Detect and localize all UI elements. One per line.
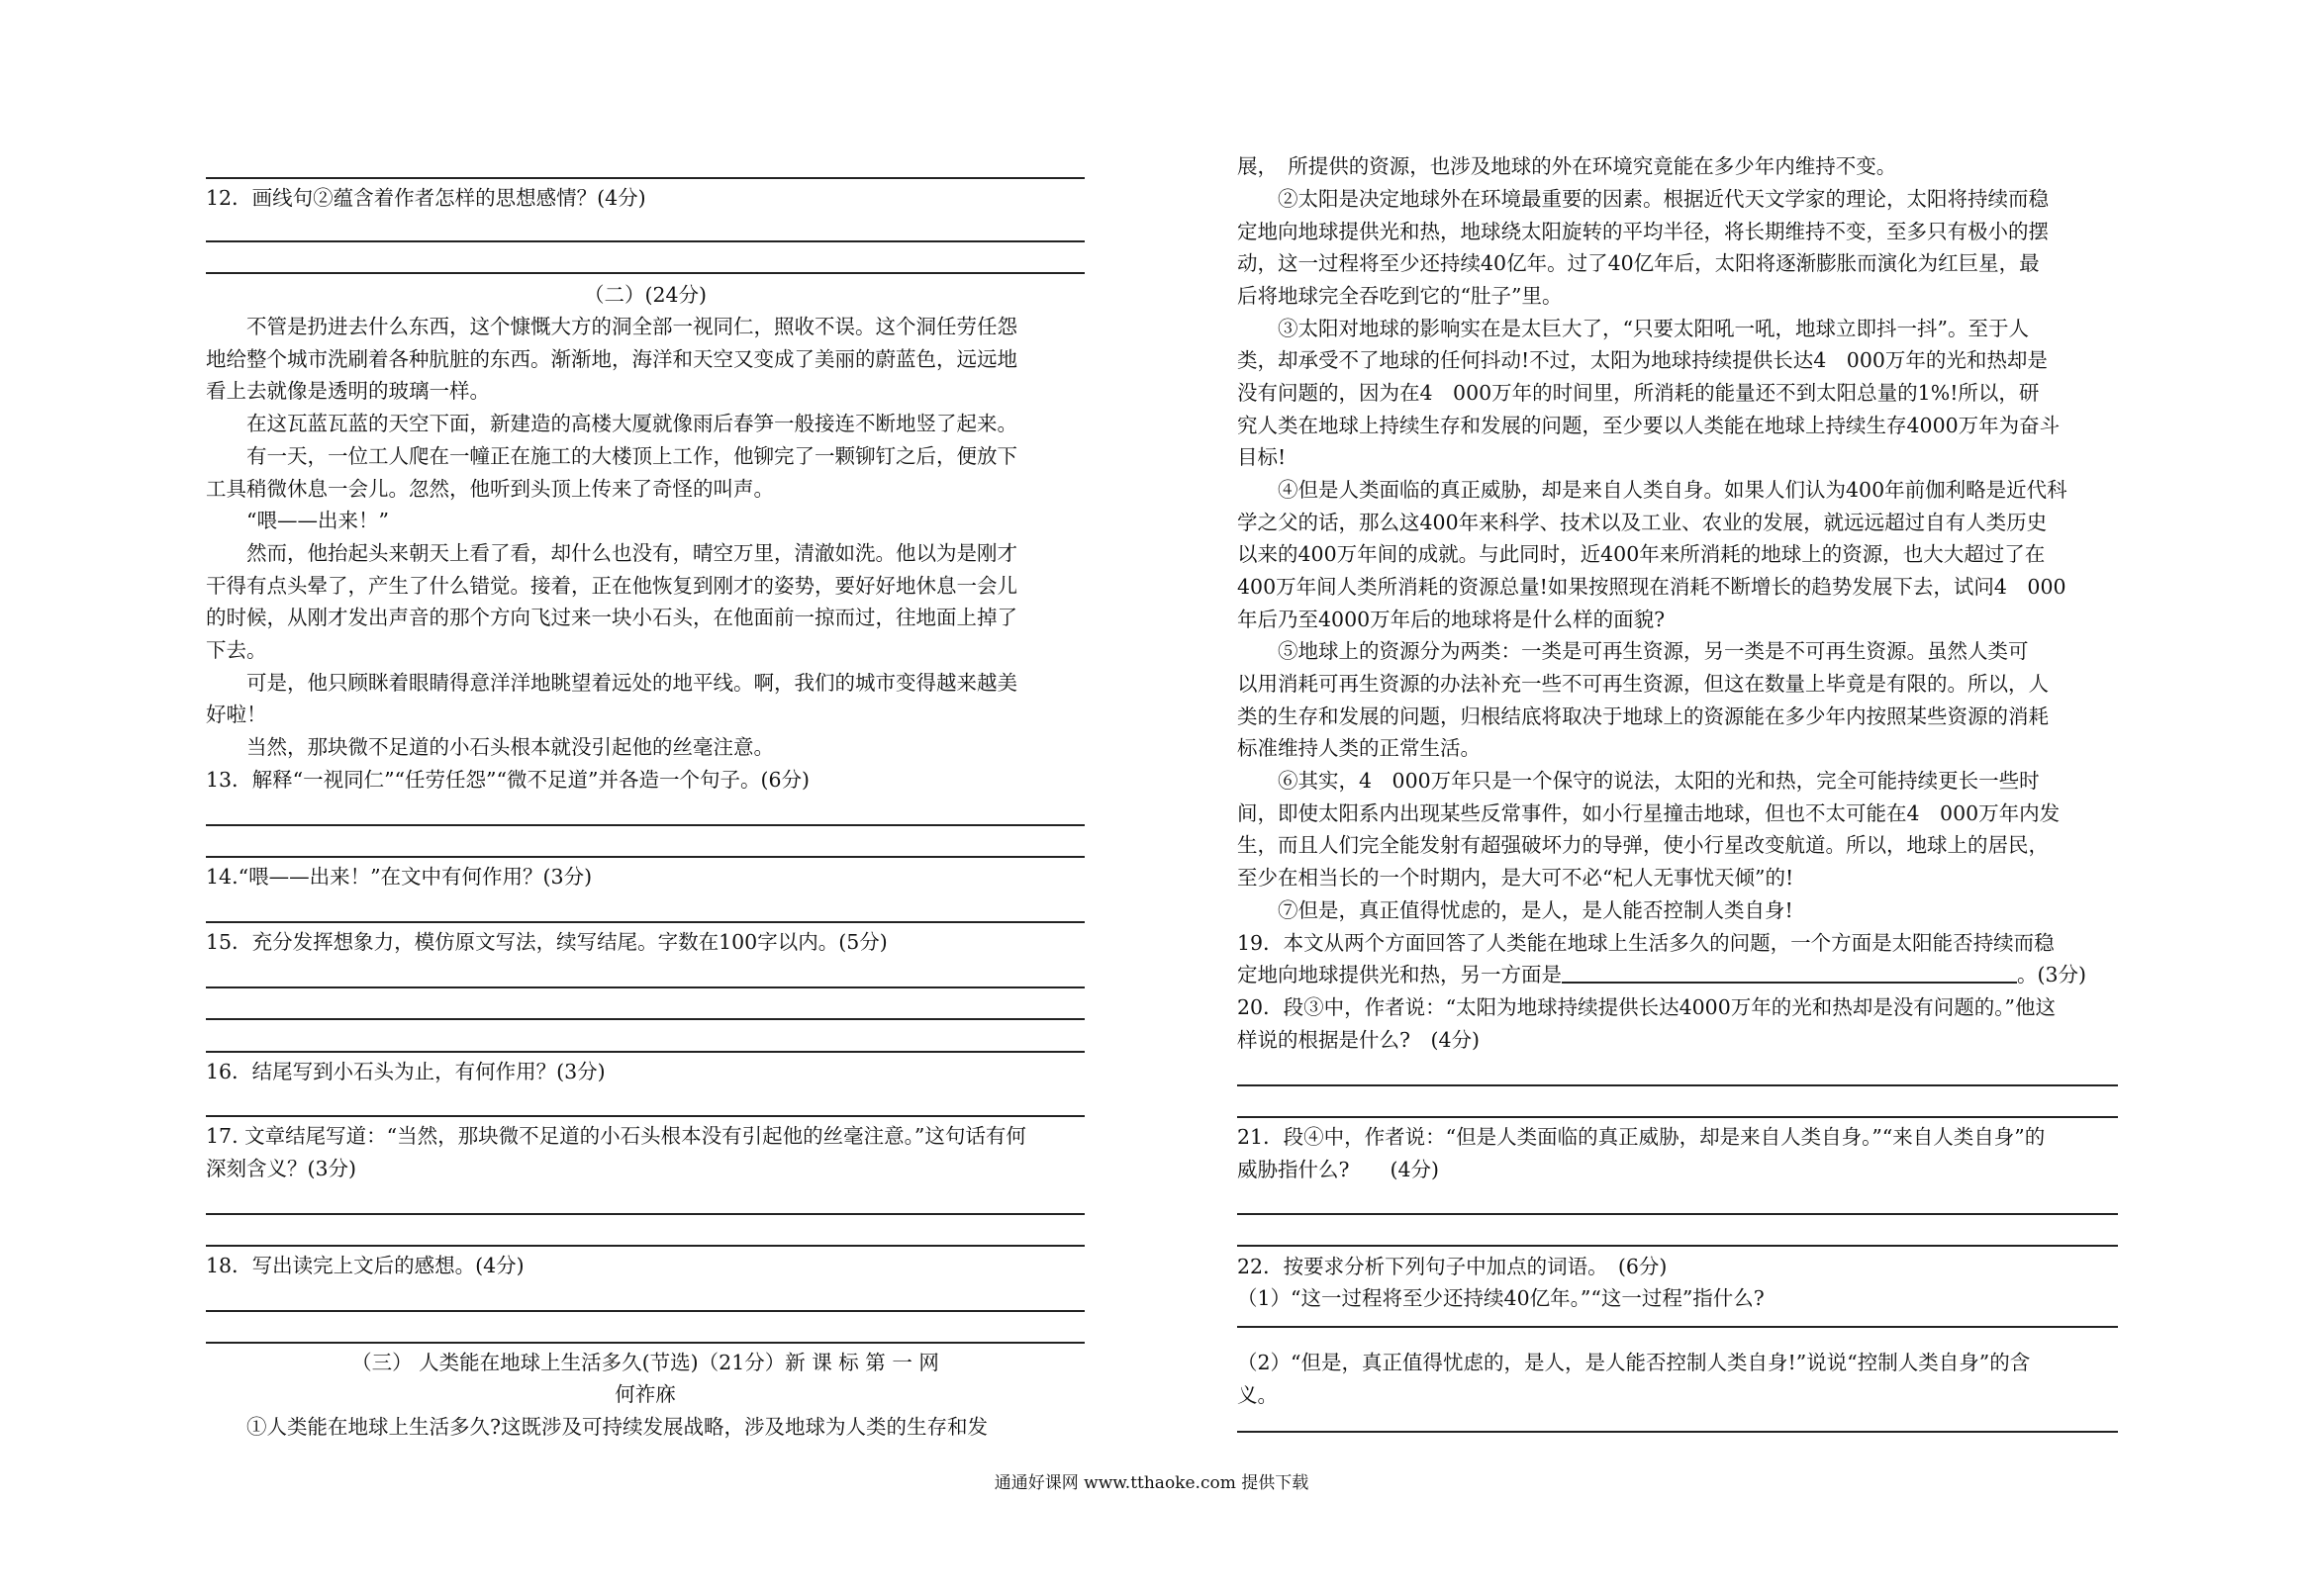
passage-line: 以来的400万年间的成就。与此同时，近400年来所消耗的地球上的资源，也大大超过了在 bbox=[1237, 542, 2046, 566]
story-line: 有一天，一位工人爬在一幢正在施工的大楼顶上工作，他铆完了一颗铆钉之后，便放下 bbox=[206, 444, 1017, 468]
story-line: 当然，那块微不足道的小石头根本就没引起他的丝毫注意。 bbox=[206, 735, 774, 759]
section-3-author: 何祚庥 bbox=[615, 1382, 676, 1406]
question-12: 12．画线句②蕴含着作者怎样的思想感情？(4分) bbox=[206, 186, 646, 210]
answer-line bbox=[206, 1213, 1085, 1215]
passage-line: ⑤地球上的资源分为两类：一类是可再生资源，另一类是不可再生资源。虽然人类可 bbox=[1237, 639, 2029, 663]
question-17-line: 17. 文章结尾写道：“当然，那块微不足道的小石头根本没有引起他的丝毫注意。”这句话有何 bbox=[206, 1124, 1026, 1148]
answer-line bbox=[206, 1051, 1085, 1053]
question-22-2-line: 义。 bbox=[1237, 1383, 1278, 1407]
question-15: 15．充分发挥想象力，模仿原文写法，续写结尾。字数在100字以内。(5分) bbox=[206, 930, 888, 954]
question-22: 22．按要求分析下列句子中加点的词语。 (6分) bbox=[1237, 1255, 1668, 1278]
question-13: 13．解释“一视同仁”“任劳任怨”“微不足道”并各造一个句子。(6分) bbox=[206, 768, 811, 792]
passage-line: 类，却承受不了地球的任何抖动!不过，太阳为地球持续提供长达4 000万年的光和热却是 bbox=[1237, 348, 2048, 372]
story-line: 工具稍微休息一会儿。忽然，他听到头顶上传来了奇怪的叫声。 bbox=[206, 477, 774, 501]
answer-line bbox=[206, 1115, 1085, 1117]
passage-line: 目标! bbox=[1237, 445, 1287, 469]
answer-line bbox=[206, 921, 1085, 923]
question-21-line: 21．段④中，作者说：“但是人类面临的真正威胁，却是来自人类自身。”“来自人类自身”的 bbox=[1237, 1125, 2046, 1149]
story-line: 可是，他只顾眯着眼睛得意洋洋地眺望着远处的地平线。啊，我们的城市变得越来越美 bbox=[206, 671, 1017, 695]
story-line: 的时候，从刚才发出声音的那个方向飞过来一块小石头，在他面前一掠而过，往地面上掉了 bbox=[206, 606, 1017, 629]
passage-line: 后将地球完全吞吃到它的“肚子”里。 bbox=[1237, 284, 1563, 308]
passage-line: 间，即使太阳系内出现某些反常事件，如小行星撞击地球，但也不太可能在4 000万年内发 bbox=[1237, 801, 2061, 825]
question-14: 14.“喂——出来！”在文中有何作用？(3分) bbox=[206, 865, 593, 889]
question-19-text: 定地向地球提供光和热，另一方面是 bbox=[1237, 963, 1562, 986]
answer-line bbox=[206, 1245, 1085, 1247]
story-line: 下去。 bbox=[206, 638, 267, 662]
passage-line: 究人类在地球上持续生存和发展的问题，至少要以人类能在地球上持续生存4000万年为奋斗 bbox=[1237, 414, 2061, 437]
question-16: 16．结尾写到小石头为止，有何作用？(3分) bbox=[206, 1060, 606, 1083]
answer-line bbox=[206, 986, 1085, 988]
passage-line: ③太阳对地球的影响实在是太巨大了，“只要太阳吼一吼，地球立即抖一抖”。至于人 bbox=[1237, 317, 2029, 340]
answer-line bbox=[206, 177, 1085, 179]
answer-line bbox=[206, 824, 1085, 826]
story-line: 好啦！ bbox=[206, 703, 267, 726]
section-3-title: （三） 人类能在地球上生活多久(节选)（21分）新 课 标 第 一 网 bbox=[351, 1351, 939, 1374]
fill-in-blank[interactable] bbox=[1562, 962, 2017, 984]
passage-line: 年后乃至4000万年后的地球将是什么样的面貌? bbox=[1237, 608, 1666, 631]
passage-line: 动，这一过程将至少还持续40亿年。过了40亿年后，太阳将逐渐膨胀而演化为红巨星，最 bbox=[1237, 251, 2040, 275]
answer-line bbox=[206, 856, 1085, 858]
question-19-line bbox=[1237, 962, 2118, 987]
section-2-heading: （二）(24分) bbox=[583, 283, 708, 307]
answer-line bbox=[1237, 1116, 2118, 1118]
question-22-1: （1）“这一过程将至少还持续40亿年。”“这一过程”指什么? bbox=[1237, 1286, 1765, 1310]
question-19-points: 。(3分) bbox=[2017, 963, 2087, 986]
story-line: 干得有点头晕了，产生了什么错觉。接着，正在他恢复到刚才的姿势，要好好地休息一会儿 bbox=[206, 574, 1017, 598]
story-line: 看上去就像是透明的玻璃一样。 bbox=[206, 379, 490, 403]
passage-line: 至少在相当长的一个时期内，是大可不必“杞人无事忧天倾”的! bbox=[1237, 866, 1794, 890]
passage-line: 定地向地球提供光和热，地球绕太阳旋转的平均半径，将长期维持不变，至多只有极小的摆 bbox=[1237, 220, 2049, 243]
page-footer: 通通好课网 www.tthaoke.com 提供下载 bbox=[994, 1473, 1309, 1493]
question-18: 18．写出读完上文后的感想。(4分) bbox=[206, 1254, 525, 1277]
passage-line: 标准维持人类的正常生活。 bbox=[1237, 736, 1481, 760]
answer-line bbox=[1237, 1084, 2118, 1086]
question-20-line: 样说的根据是什么? (4分) bbox=[1237, 1028, 1481, 1052]
answer-line bbox=[206, 1310, 1085, 1312]
answer-line bbox=[1237, 1431, 2118, 1433]
story-line: 在这瓦蓝瓦蓝的天空下面，新建造的高楼大厦就像雨后春笋一般接连不断地竖了起来。 bbox=[206, 412, 1017, 435]
question-22-2-line: （2）“但是，真正值得忧虑的，是人，是人能否控制人类自身!”说说“控制人类自身”的含 bbox=[1237, 1351, 2031, 1374]
passage-line: ⑦但是，真正值得忧虑的，是人，是人能否控制人类自身! bbox=[1237, 898, 1793, 922]
answer-line bbox=[1237, 1245, 2118, 1247]
story-line: “喂——出来！” bbox=[206, 509, 389, 532]
answer-line bbox=[206, 272, 1085, 274]
answer-line bbox=[206, 1018, 1085, 1020]
answer-line bbox=[206, 1342, 1085, 1344]
story-line: 然而，他抬起头来朝天上看了看，却什么也没有，晴空万里，清澈如洗。他以为是刚才 bbox=[206, 541, 1017, 565]
passage-line: ④但是人类面临的真正威胁，却是来自人类自身。如果人们认为400年前伽利略是近代科 bbox=[1237, 478, 2067, 502]
story-line: 地给整个城市洗刷着各种肮脏的东西。渐渐地，海洋和天空又变成了美丽的蔚蓝色，远远地 bbox=[206, 347, 1017, 371]
passage-line: 展， 所提供的资源，也涉及地球的外在环境究竟能在多少年内维持不变。 bbox=[1237, 154, 1897, 178]
question-21-line: 威胁指什么? (4分) bbox=[1237, 1158, 1440, 1181]
question-17-line: 深刻含义？(3分) bbox=[206, 1157, 357, 1180]
passage-line: 类的生存和发展的问题，归根结底将取决于地球上的资源能在多少年内按照某些资源的消耗 bbox=[1237, 704, 2049, 728]
passage-line: ⑥其实，4 000万年只是一个保守的说法，太阳的光和热，完全可能持续更长一些时 bbox=[1237, 769, 2040, 793]
passage-line: ①人类能在地球上生活多久?这既涉及可持续发展战略，涉及地球为人类的生存和发 bbox=[206, 1415, 988, 1439]
passage-line: 学之父的话，那么这400年来科学、技术以及工业、农业的发展，就远远超过自有人类历史 bbox=[1237, 511, 2048, 534]
passage-line: 生，而且人们完全能发射有超强破坏力的导弹，使小行星改变航道。所以，地球上的居民， bbox=[1237, 833, 2049, 857]
passage-line: ②太阳是决定地球外在环境最重要的因素。根据近代天文学家的理论，太阳将持续而稳 bbox=[1237, 187, 2049, 211]
passage-line: 没有问题的，因为在4 000万年的时间里，所消耗的能量还不到太阳总量的1%!所以，研 bbox=[1237, 381, 2040, 405]
answer-line bbox=[206, 240, 1085, 242]
story-line: 不管是扔进去什么东西，这个慷慨大方的洞全部一视同仁，照收不误。这个洞任劳任怨 bbox=[206, 315, 1017, 338]
answer-line bbox=[1237, 1213, 2118, 1215]
question-20-line: 20．段③中，作者说：“太阳为地球持续提供长达4000万年的光和热却是没有问题的。”他这 bbox=[1237, 995, 2056, 1019]
passage-line: 400万年间人类所消耗的资源总量!如果按照现在消耗不断增长的趋势发展下去，试问4 000 bbox=[1237, 575, 2066, 599]
question-19-line: 19．本文从两个方面回答了人类能在地球上生活多久的问题，一个方面是太阳能否持续而稳 bbox=[1237, 931, 2055, 955]
passage-line: 以用消耗可再生资源的办法补充一些不可再生资源，但这在数量上毕竟是有限的。所以，人 bbox=[1237, 672, 2049, 696]
answer-line bbox=[1237, 1326, 2118, 1328]
